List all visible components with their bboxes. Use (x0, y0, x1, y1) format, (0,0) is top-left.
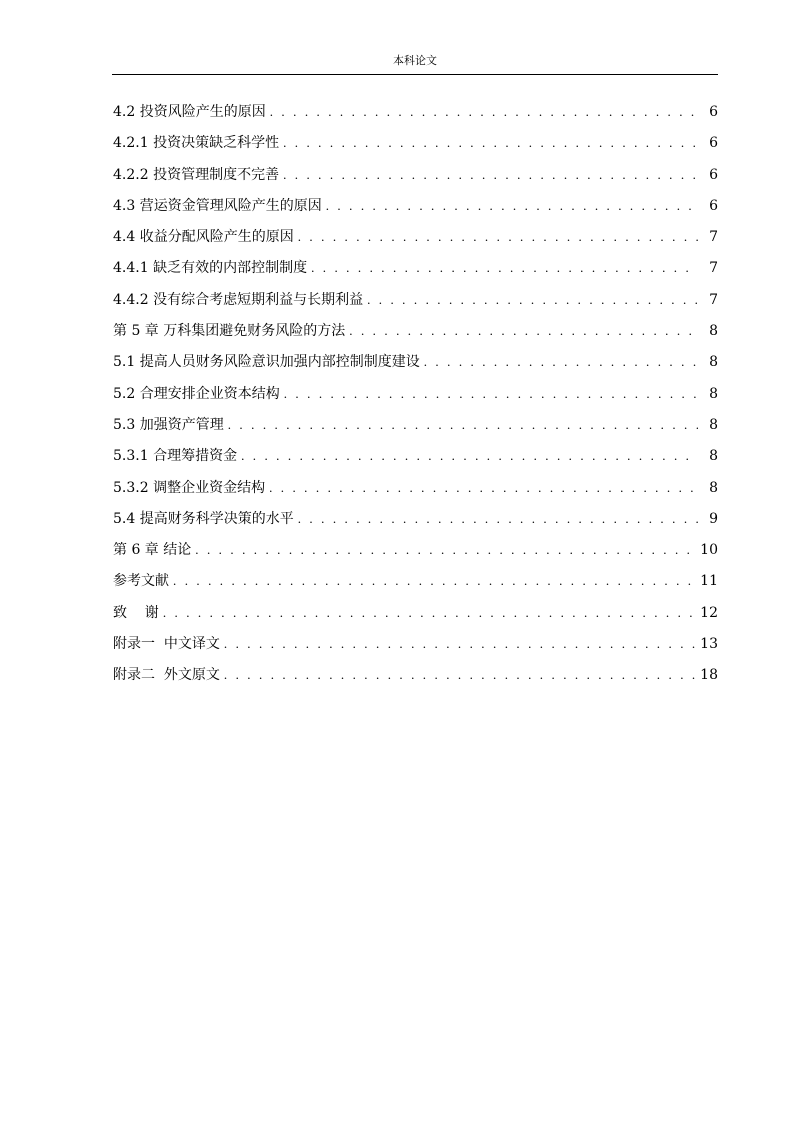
toc-leader-dots (298, 221, 698, 252)
toc-entry-page: 9 (709, 510, 718, 527)
toc-leader-dots (163, 597, 696, 628)
toc-entry[interactable] (113, 252, 718, 283)
toc-entry-page: 7 (709, 229, 718, 246)
toc-entry-label: 4.4.1 缺乏有效的内部控制制度 (113, 260, 308, 277)
toc-entry-label: 5.2 合理安排企业资本结构 (113, 385, 280, 402)
toc-entry-page: 8 (709, 479, 718, 496)
toc-entry[interactable] (113, 597, 718, 628)
toc-leader-dots (283, 127, 698, 158)
toc-entry-page: 6 (709, 166, 718, 183)
toc-entry-page: 6 (709, 104, 718, 120)
toc-leader-dots (424, 346, 698, 377)
toc-entry-label: 5.3 加强资产管理 (113, 416, 224, 433)
toc-entry-page: 8 (709, 416, 718, 433)
toc-entry-label: 致 谢 (113, 604, 159, 621)
toc-entry-label: 第 5 章 万科集团避免财务风险的方法 (113, 323, 346, 340)
toc-entry[interactable] (113, 472, 718, 503)
toc-leader-dots (224, 659, 696, 690)
toc-entry-page: 10 (700, 542, 718, 559)
toc-entry[interactable] (113, 565, 718, 596)
toc-entry-label: 5.1 提高人员财务风险意识加强内部控制制度建设 (113, 354, 420, 371)
toc-entry[interactable] (113, 159, 718, 190)
toc-leader-dots (326, 190, 698, 221)
toc-entry-page: 8 (709, 354, 718, 371)
toc-entry[interactable] (113, 628, 718, 659)
toc-entry[interactable] (113, 127, 718, 158)
toc-entry[interactable] (113, 503, 718, 534)
toc-entry-page: 6 (709, 135, 718, 152)
toc-leader-dots (284, 378, 698, 409)
header-title: 本科论文 (393, 54, 437, 67)
toc-entry-label: 附录二 外文原文 (113, 667, 220, 684)
toc-entry-page: 8 (709, 323, 718, 340)
toc-entry-page: 13 (700, 636, 718, 653)
table-of-contents (113, 96, 718, 691)
toc-entry-label: 5.4 提高财务科学决策的水平 (113, 510, 294, 527)
toc-entry-page: 11 (700, 573, 718, 590)
toc-entry-page: 7 (709, 260, 718, 277)
toc-entry-page: 8 (709, 385, 718, 402)
toc-entry-page: 6 (709, 197, 718, 214)
toc-entry[interactable] (113, 378, 718, 409)
toc-entry-label: 4.2.1 投资决策缺乏科学性 (113, 135, 280, 152)
toc-leader-dots (269, 472, 698, 503)
toc-leader-dots (228, 409, 698, 440)
toc-entry-label: 第 6 章 结论 (113, 542, 192, 559)
toc-entry[interactable] (113, 659, 718, 690)
toc-entry[interactable] (113, 534, 718, 565)
toc-entry-label: 参考文献 (113, 573, 169, 590)
toc-leader-dots (270, 96, 698, 127)
toc-leader-dots (298, 503, 698, 534)
toc-entry[interactable] (113, 190, 718, 221)
toc-entry[interactable] (113, 221, 718, 252)
toc-entry-label: 4.2.2 投资管理制度不完善 (113, 166, 280, 183)
toc-entry[interactable] (113, 315, 718, 346)
toc-entry-page: 12 (700, 604, 718, 621)
page-header (112, 52, 718, 75)
toc-leader-dots (224, 628, 696, 659)
toc-entry-label: 4.3 营运资金管理风险产生的原因 (113, 197, 322, 214)
toc-entry-page: 8 (709, 448, 718, 465)
toc-entry[interactable] (113, 346, 718, 377)
toc-leader-dots (173, 565, 696, 596)
toc-leader-dots (311, 252, 698, 283)
toc-leader-dots (241, 440, 698, 471)
toc-leader-dots (349, 315, 698, 346)
toc-entry-label: 5.3.1 合理筹措资金 (113, 448, 238, 465)
toc-entry-label: 附录一 中文译文 (113, 636, 220, 653)
toc-entry-label: 4.2 投资风险产生的原因 (113, 104, 266, 120)
toc-entry[interactable] (113, 96, 718, 127)
toc-entry[interactable] (113, 284, 718, 315)
toc-leader-dots (283, 159, 698, 190)
toc-leader-dots (195, 534, 696, 565)
toc-entry-label: 4.4.2 没有综合考虑短期利益与长期利益 (113, 291, 364, 308)
toc-entry-label: 5.3.2 调整企业资金结构 (113, 479, 266, 496)
toc-entry[interactable] (113, 409, 718, 440)
toc-entry-page: 7 (709, 291, 718, 308)
toc-entry-label: 4.4 收益分配风险产生的原因 (113, 229, 294, 246)
toc-leader-dots (367, 284, 698, 315)
toc-entry-page: 18 (700, 667, 718, 684)
toc-entry[interactable] (113, 440, 718, 471)
